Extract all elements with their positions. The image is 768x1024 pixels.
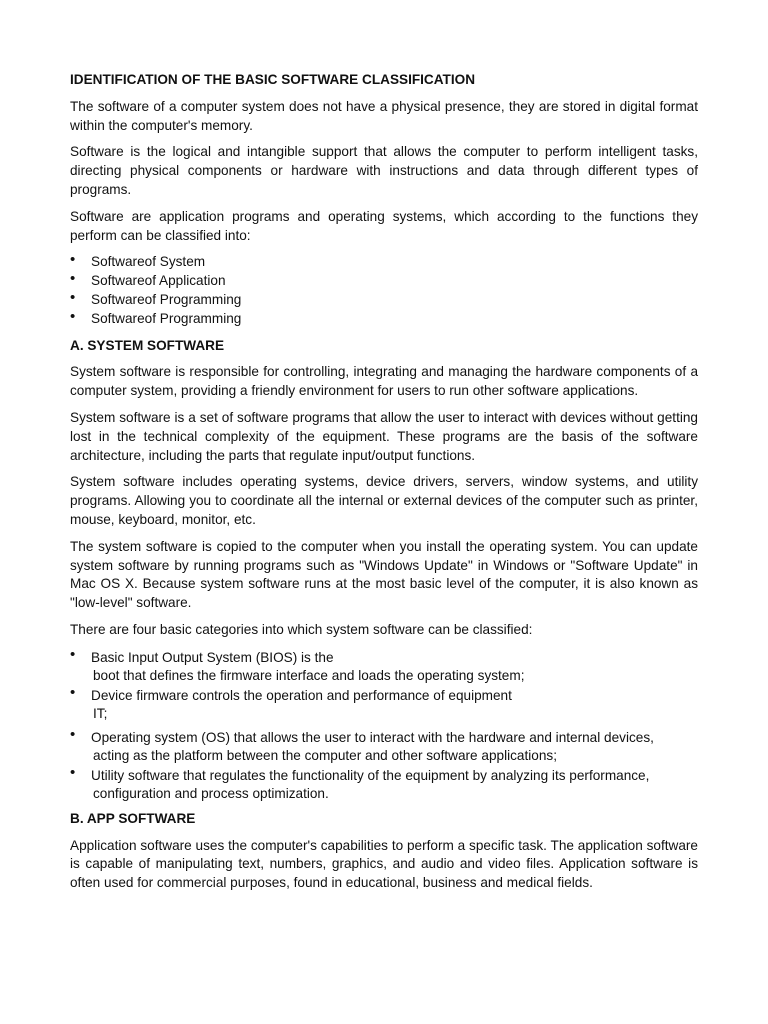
list-item-continuation: boot that defines the firmware interface and loads the operating system; (93, 667, 525, 683)
section-a-paragraph-4: The system software is copied to the computer when you install the operating system. You can update system software by running programs such as "Windows Update" in Windows or "Software Update" in Mac OS X. Because system software runs at the most basic level of the computer, it is also known as "low-level" software. (70, 538, 698, 611)
section-a-paragraph-3: System software includes operating systems, device drivers, servers, window systems, and utility programs. Allowing you to coordinate all the internal or external devices of the computer such as printer, mouse, keyboard, monitor, etc. (70, 474, 698, 527)
bullet-icon: • (70, 763, 76, 781)
list-item (70, 763, 698, 802)
bullet-icon: • (70, 307, 76, 325)
document-page (70, 71, 698, 901)
intro-paragraph-2: Software is the logical and intangible support that allows the computer to perform intelligent tasks, directing physical components or hardware with instructions and data through different types of programs. (70, 144, 698, 197)
section-a-paragraph-2: System software is a set of software programs that allow the user to interact with devices without getting lost in the technical complexity of the equipment. These programs are the basis of the software architecture, including the parts that regulate input/output functions. (70, 409, 698, 463)
list-item (70, 725, 698, 764)
bullet-icon: • (70, 288, 76, 306)
list-item-text: Softwareof Programming (91, 291, 242, 307)
list-item-first-line: Utility software that regulates the functionality of the equipment by analyzing its performance, (91, 767, 650, 783)
list-item-text: Softwareof Programming (91, 310, 242, 326)
bullet-icon: • (70, 645, 76, 663)
system-software-categories (70, 645, 698, 802)
list-item (70, 645, 698, 684)
list-item (70, 288, 698, 310)
section-b-paragraph-1: Application software uses the computer's capabilities to perform a specific task. The application software is capable of manipulating text, numbers, graphics, and audio and video files. Application software is often used for commercial purposes, found in educational, business and medical fields. (70, 837, 698, 891)
list-item-continuation: configuration and process optimization. (93, 785, 329, 801)
list-item-continuation: acting as the platform between the computer and other software applications; (93, 747, 557, 763)
list-item (70, 683, 698, 722)
bullet-icon: • (70, 683, 76, 701)
bullet-icon: • (70, 725, 76, 743)
list-item-text: Softwareof System (91, 254, 206, 270)
list-item (70, 272, 698, 291)
intro-paragraph-3: Software are application programs and operating systems, which according to the functions they perform can be classified into: (70, 208, 698, 243)
list-item-first-line: Device firmware controls the operation and performance of equipment (91, 687, 512, 703)
section-a-title: A. SYSTEM SOFTWARE (70, 337, 225, 353)
list-item-continuation: IT; (93, 705, 108, 721)
bullet-icon: • (70, 270, 76, 288)
list-item-first-line: Basic Input Output System (BIOS) is the (91, 649, 334, 665)
intro-paragraph-1: The software of a computer system does not have a physical presence, they are stored in digital format within the computer's memory. (70, 98, 698, 133)
list-item-first-line: Operating system (OS) that allows the user to interact with the hardware and internal devices, (91, 729, 654, 745)
list-item (70, 253, 698, 272)
section-b-title: B. APP SOFTWARE (70, 810, 196, 826)
document-title: IDENTIFICATION OF THE BASIC SOFTWARE CLASSIFICATION (70, 72, 476, 87)
section-a-paragraph-1: System software is responsible for controlling, integrating and managing the hardware components of a computer system, providing a friendly environment for users to run other software applications. (70, 364, 698, 399)
section-a-paragraph-5: There are four basic categories into which system software can be classified: (70, 621, 533, 637)
list-item (70, 307, 698, 329)
bullet-icon: • (70, 251, 76, 269)
classification-list (70, 253, 698, 328)
list-item-text: Softwareof Application (91, 273, 226, 289)
